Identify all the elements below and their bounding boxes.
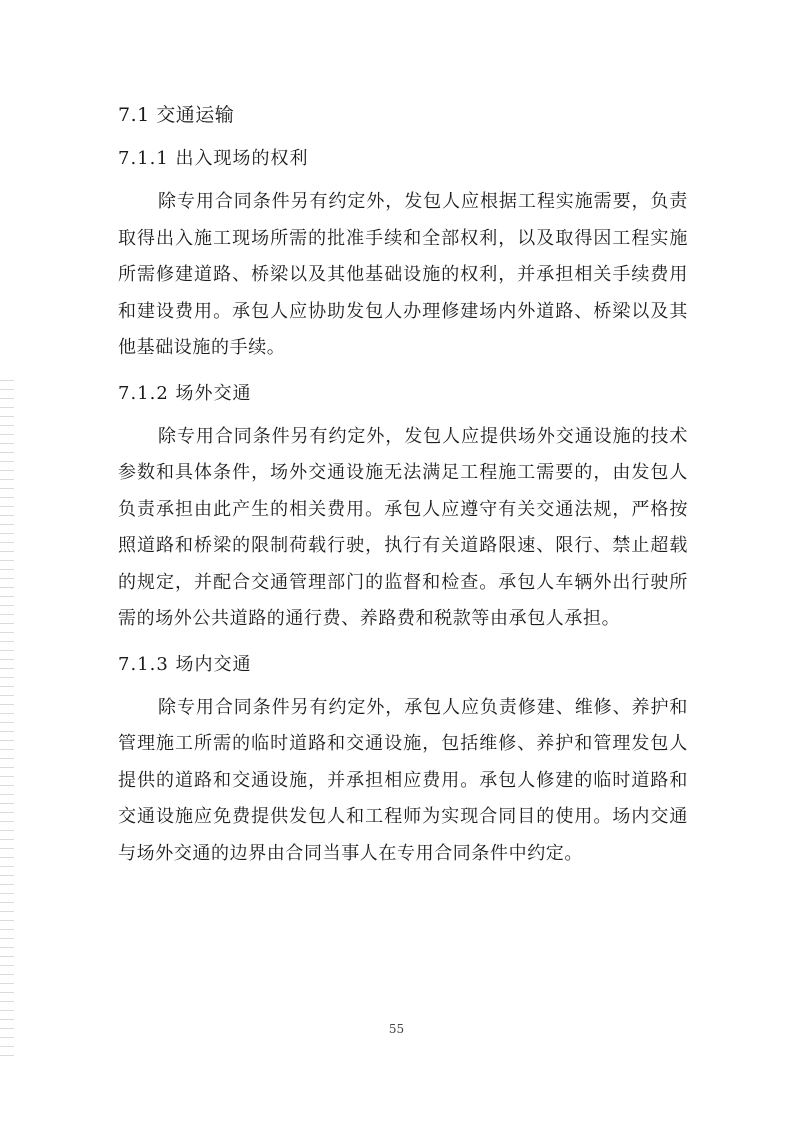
paragraph-7-1-2: 除专用合同条件另有约定外，发包人应提供场外交通设施的技术参数和具体条件，场外交通设施无法满足工程施工需要的，由发包人负责承担由此产生的相关费用。承包人应遵守有关交通法规，严格按照道路和桥梁的限制荷载行驶，执行有关道路限速、限行、禁止超载的规定，并配合交通管理部门的监督和检查。承包人车辆外出行驶所需的场外公共道路的通行费、养路费和税款等由承包人承担。 [118, 425, 688, 629]
paragraph-7-1-3: 除专用合同条件另有约定外，承包人应负责修建、维修、养护和管理施工所需的临时道路和交通设施，包括维修、养护和管理发包人提供的道路和交通设施，并承担相应费用。承包人修建的临时道路和交通设施应免费提供发包人和工程师为实现合同目的使用。场内交通与场外交通的边界由合同当事人在专用合同条件中约定。 [118, 696, 688, 864]
page-content [118, 100, 688, 884]
paragraph-7-1-1: 除专用合同条件另有约定外，发包人应根据工程实施需要，负责取得出入施工现场所需的批准手续和全部权利，以及取得因工程实施所需修建道路、桥梁以及其他基础设施的权利，并承担相关手续费用和建设费用。承包人应协助发包人办理修建场内外道路、桥梁以及其他基础设施的手续。 [118, 191, 688, 358]
subsection-heading-7-1-3: 7.1.3 场内交通 [118, 653, 252, 675]
subsection-heading-7-1-1: 7.1.1 出入现场的权利 [118, 148, 309, 169]
section-title: 7.1 交通运输 [118, 104, 235, 126]
scan-binding-marks [0, 380, 14, 1060]
subsection-heading-7-1-2: 7.1.2 场外交通 [118, 382, 252, 404]
page-number: 55 [388, 1022, 405, 1036]
